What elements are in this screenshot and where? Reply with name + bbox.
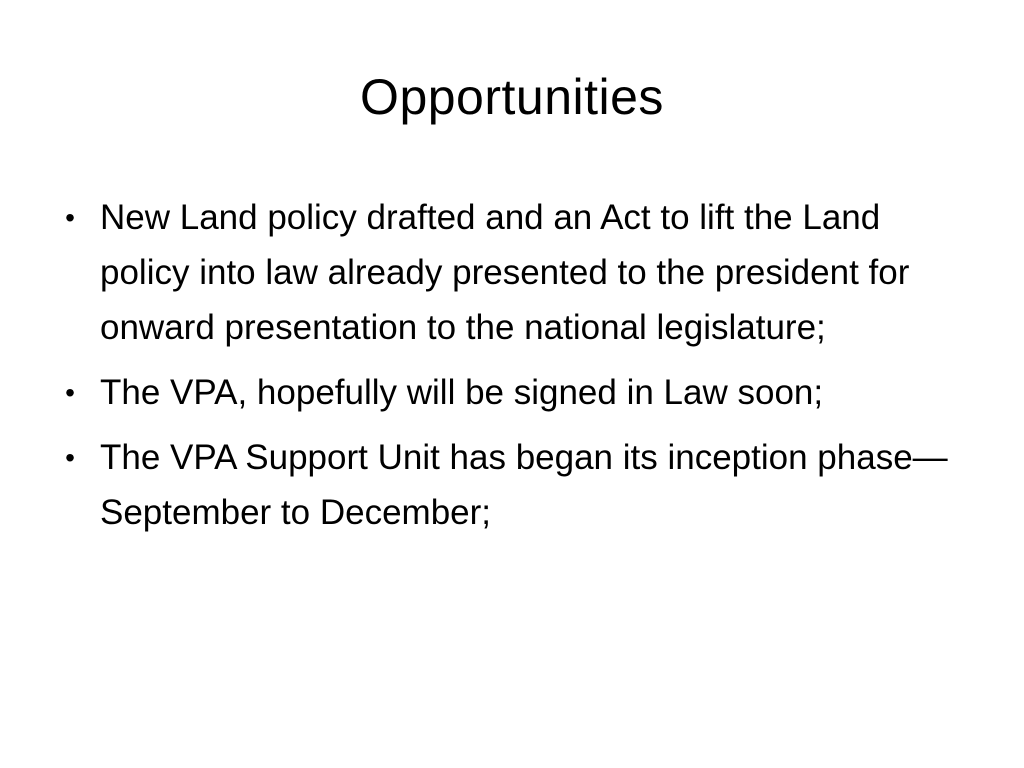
- bullet-list: [58, 190, 978, 550]
- bullet-icon: •: [65, 377, 75, 408]
- bullet-text: The VPA, hopefully will be signed in Law soon;: [100, 373, 824, 412]
- bullet-item-3: [58, 430, 978, 540]
- bullet-item-2: [58, 365, 978, 420]
- bullet-icon: •: [65, 202, 75, 233]
- bullet-icon: •: [65, 442, 75, 473]
- bullet-text: New Land policy drafted and an Act to lift the Land policy into law already presented to the president for onward presentation to the national legislature;: [100, 198, 910, 347]
- bullet-text: The VPA Support Unit has began its inception phase—September to December;: [100, 438, 948, 532]
- slide-title: Opportunities: [360, 69, 664, 125]
- bullet-item-1: [58, 190, 978, 355]
